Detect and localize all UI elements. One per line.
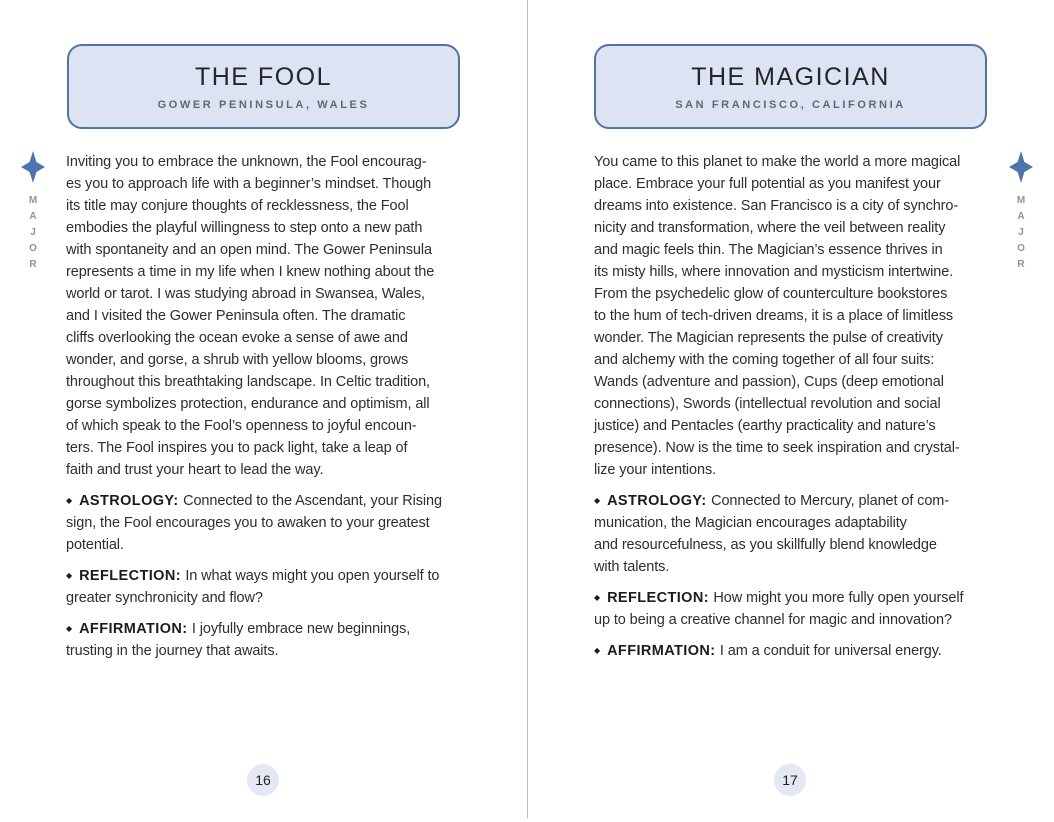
card-sections xyxy=(594,490,994,662)
section-label: REFLECTION: xyxy=(79,568,186,584)
page-number-badge xyxy=(247,764,279,796)
page-number: 17 xyxy=(782,772,798,788)
card-section xyxy=(66,618,466,662)
card-title-box xyxy=(594,44,987,129)
body-line: and magic feels thin. The Magician’s essence thrives in xyxy=(594,242,943,258)
diamond-bullet-icon: ◆ xyxy=(594,496,601,505)
body-line: faith and trust your heart to lead the way. xyxy=(66,462,324,478)
section-line: ◆ ASTROLOGY: Connected to the Ascendant, your Rising xyxy=(66,493,442,509)
card-section xyxy=(594,587,994,631)
section-label: AFFIRMATION: xyxy=(607,643,720,659)
card-title: THE MAGICIAN xyxy=(691,62,890,91)
diamond-bullet-icon: ◆ xyxy=(594,593,601,602)
card-sections xyxy=(66,490,466,662)
body-line: dreams into existence. San Francisco is a city of synchro- xyxy=(594,198,959,214)
section-line: potential. xyxy=(66,537,124,553)
body-line: gorse symbolizes protection, endurance and optimism, all xyxy=(66,396,430,412)
section-label: AFFIRMATION: xyxy=(79,621,192,637)
page-the-magician xyxy=(527,0,1054,822)
body-line: ters. The Fool inspires you to pack light, take a leap of xyxy=(66,440,408,456)
body-line: Inviting you to embrace the unknown, the Fool encourag- xyxy=(66,154,427,170)
card-section xyxy=(66,565,466,609)
section-line: with talents. xyxy=(594,559,670,575)
body-line: justice) and Pentacles (earthy practicality and nature’s xyxy=(594,418,936,434)
body-line: presence). Now is the time to seek inspiration and crystal- xyxy=(594,440,960,456)
card-title: THE FOOL xyxy=(194,62,332,91)
card-subtitle: GOWER PENINSULA, WALES xyxy=(157,98,370,111)
diamond-bullet-icon: ◆ xyxy=(66,624,73,633)
section-line: ◆ REFLECTION: How might you more fully open yourself xyxy=(594,590,964,606)
card-body xyxy=(66,151,466,662)
section-line: greater synchronicity and flow? xyxy=(66,590,263,606)
diamond-bullet-icon: ◆ xyxy=(66,571,73,580)
section-line: trusting in the journey that awaits. xyxy=(66,643,279,659)
body-line: its misty hills, where innovation and mysticism intertwine. xyxy=(594,264,954,280)
body-line: es you to approach life with a beginner’s mindset. Though xyxy=(66,176,432,192)
page-number-badge xyxy=(774,764,806,796)
card-subtitle: SAN FRANCISCO, CALIFORNIA xyxy=(675,98,906,111)
body-line: and I visited the Gower Peninsula often. The dramatic xyxy=(66,308,406,324)
section-line: sign, the Fool encourages you to awaken to your greatest xyxy=(66,515,430,531)
section-line: ◆ ASTROLOGY: Connected to Mercury, planet of com- xyxy=(594,493,950,509)
body-line: Wands (adventure and passion), Cups (deep emotional xyxy=(594,374,944,390)
sparkle-icon xyxy=(1009,150,1033,184)
section-line: and resourcefulness, as you skillfully blend knowledge xyxy=(594,537,937,553)
card-description xyxy=(66,151,466,481)
body-line: represents a time in my life when I knew nothing about the xyxy=(66,264,435,280)
card-title-box xyxy=(67,44,460,129)
page-number: 16 xyxy=(255,772,271,788)
section-label: ASTROLOGY: xyxy=(79,493,184,509)
body-line: throughout this breathtaking landscape. In Celtic tradition, xyxy=(66,374,430,390)
section-line: munication, the Magician encourages adaptability xyxy=(594,515,907,531)
margin-label: M A J O R xyxy=(28,195,38,270)
body-line: connections), Swords (intellectual revolution and social xyxy=(594,396,941,412)
card-section xyxy=(66,490,466,556)
margin-label: M A J O R xyxy=(1016,195,1026,270)
body-line: and alchemy with the coming together of all four suits: xyxy=(594,352,935,368)
body-line: You came to this planet to make the world a more magical xyxy=(594,154,961,170)
diamond-bullet-icon: ◆ xyxy=(66,496,73,505)
body-line: cliffs overlooking the ocean evoke a sense of awe and xyxy=(66,330,408,346)
body-line: lize your intentions. xyxy=(594,462,717,478)
section-line: ◆ AFFIRMATION: I am a conduit for universal energy. xyxy=(594,643,942,659)
diamond-bullet-icon: ◆ xyxy=(594,646,601,655)
body-line: embodies the playful willingness to step onto a new path xyxy=(66,220,423,236)
card-section xyxy=(594,490,994,578)
body-line: wonder, and gorse, a shrub with yellow blooms, grows xyxy=(66,352,409,368)
section-label: ASTROLOGY: xyxy=(607,493,712,509)
sparkle-icon xyxy=(21,150,45,184)
body-line: world or tarot. I was studying abroad in Swansea, Wales, xyxy=(66,286,425,302)
margin-decoration xyxy=(1008,150,1034,273)
body-line: of which speak to the Fool’s openness to joyful encoun- xyxy=(66,418,417,434)
card-description xyxy=(594,151,994,481)
section-line: up to being a creative channel for magic and innovation? xyxy=(594,612,952,628)
body-line: to the hum of tech-driven dreams, it is a place of limitless xyxy=(594,308,954,324)
section-line: ◆ REFLECTION: In what ways might you open yourself to xyxy=(66,568,440,584)
body-line: its title may conjure thoughts of recklessness, the Fool xyxy=(66,198,409,214)
body-line: place. Embrace your full potential as you manifest your xyxy=(594,176,941,192)
body-line: From the psychedelic glow of counterculture bookstores xyxy=(594,286,948,302)
body-line: wonder. The Magician represents the pulse of creativity xyxy=(594,330,943,346)
margin-decoration xyxy=(20,150,46,273)
body-line: nicity and transformation, where the veil between reality xyxy=(594,220,946,236)
card-body xyxy=(594,151,994,662)
section-line: ◆ AFFIRMATION: I joyfully embrace new beginnings, xyxy=(66,621,411,637)
body-line: with spontaneity and an open mind. The Gower Peninsula xyxy=(66,242,432,258)
card-section xyxy=(594,640,994,662)
section-label: REFLECTION: xyxy=(607,590,714,606)
